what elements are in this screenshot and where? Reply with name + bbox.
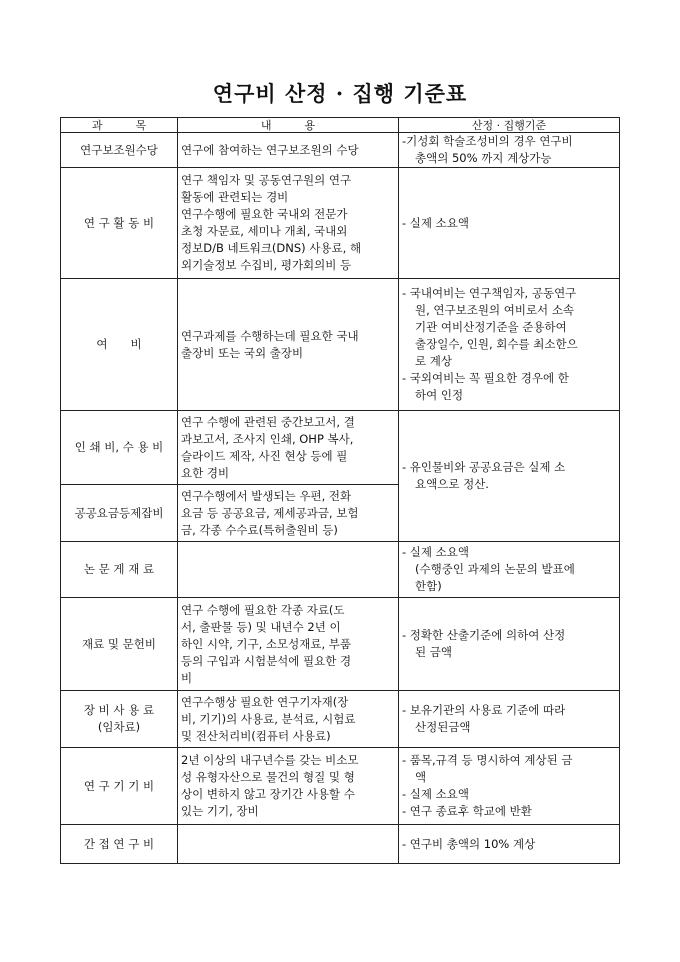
criteria-cell [399,598,620,691]
criteria-line: 기관 여비산정기준을 준용하여 [415,320,567,334]
content-cell [178,825,399,864]
criteria-line: - 보유기관의 사용료 기준에 따라 [402,703,566,717]
header-content: 내 용 [178,118,399,133]
criteria-line: 한함) [415,579,442,593]
content-cell [178,411,399,485]
content-line: 슬라이드 제작, 사진 현상 등에 필 [181,448,348,463]
content-line: 상이 변하지 않고 장기간 사용할 수 [181,787,355,801]
header-category: 과 목 [61,118,178,133]
content-line: 연구 책임자 및 공동연구원의 연구 [181,173,352,187]
content-line: 출장비 또는 국외 출장비 [181,345,304,360]
content-line: 연구수행에서 발생되는 우편, 전화 [181,488,352,503]
criteria-line: 로 계상 [415,354,452,368]
content-line: 금, 각종 수수료(특허출원비 등) [181,522,338,537]
criteria-cell [399,542,620,598]
criteria-line: 출장일수, 인원, 회수를 최소한으 [415,337,578,351]
content-line: 비, 기기)의 사용료, 분석료, 시험료 [181,711,356,726]
content-cell [178,133,399,168]
table-row [61,825,620,864]
category-cell: 공공요금등제잡비 [61,485,178,542]
content-line: 서, 출판물 등) 및 내년수 2년 이 [181,619,341,634]
category-cell: 장 비 사 용 료(임차료) [61,691,178,748]
table-row [61,168,620,279]
content-line: 초청 자문료, 세미나 개최, 국내외 [181,224,348,238]
criteria-line: (수행중인 과제의 논문의 발표에 [415,562,575,576]
content-line: 성 유형자산으로 물건의 형질 및 형 [181,770,355,784]
table-row [61,598,620,691]
content-cell [178,542,399,598]
content-cell [178,485,399,542]
content-line: 및 전산처리비(컴퓨터 사용료) [181,728,331,743]
content-line: 연구에 참여하는 연구보조원의 수당 [181,142,359,157]
category-cell: 논 문 게 재 료 [61,542,178,598]
content-line: 연구 수행에 관련된 중간보고서, 결 [181,414,355,429]
criteria-line: 요액으로 정산. [415,477,489,491]
content-line: 활동에 관련되는 경비 [181,190,289,204]
criteria-line: - 유인물비와 공공요금은 실제 소 [402,460,566,474]
table-row [61,279,620,411]
criteria-line: 원, 연구보조원의 여비로서 소속 [415,303,575,317]
criteria-line: - 연구 종료후 학교에 반환 [402,804,532,818]
criteria-line: 된 금액 [415,645,452,659]
content-cell [178,748,399,825]
criteria-line: - 정확한 산출기준에 의하여 산정 [402,628,566,642]
content-line: 외기술정보 수집비, 평가회의비 등 [181,258,352,272]
content-cell [178,168,399,279]
content-line: 정보D/B 네트워크(DNS) 사용료, 해 [181,241,362,255]
page-title: 연구비 산정 · 집행 기준표 [212,81,468,106]
header-criteria: 산정 · 집행기준 [399,118,620,133]
table-row [61,411,620,485]
content-line: 2년 이상의 내구년수를 갖는 비소모 [181,753,359,767]
table-row [61,748,620,825]
category-cell: 간 접 연 구 비 [61,825,178,864]
criteria-line: 총액의 50% 까지 계상가능 [415,151,552,165]
criteria-cell [399,168,620,279]
criteria-line: 액 [415,770,427,784]
criteria-line: - 연구비 총액의 10% 계상 [402,836,536,851]
criteria-line: - 품목,규격 등 명시하여 계상된 금 [402,753,573,767]
budget-criteria-table [60,117,620,864]
criteria-line: - 실제 소요액 [402,787,470,801]
content-line: 과보고서, 조사지 인쇄, OHP 복사, [181,431,354,446]
table-row [61,133,620,168]
table-header-row [61,118,620,133]
content-line: 연구수행상 필요한 연구기자재(장 [181,694,349,709]
table-row [61,542,620,598]
category-cell: 인 쇄 비, 수 용 비 [61,411,178,485]
criteria-cell [399,133,620,168]
content-cell [178,279,399,411]
criteria-line: - 국내여비는 연구책임자, 공동연구 [402,286,577,300]
content-line: 연구 수행에 필요한 각종 자료(도 [181,602,345,617]
criteria-line: 산정된금액 [415,720,471,734]
category-cell: 연구보조원수당 [61,133,178,168]
content-cell [178,598,399,691]
criteria-line: - 국외여비는 꼭 필요한 경우에 한 [402,371,569,385]
criteria-cell [399,411,620,542]
criteria-cell [399,279,620,411]
category-cell: 연 구 활 동 비 [61,168,178,279]
criteria-line: - 실제 소요액 [402,215,470,230]
criteria-cell [399,748,620,825]
content-line: 있는 기기, 장비 [181,804,259,818]
content-line: 하인 시약, 기구, 소모성재료, 부품 [181,636,352,651]
table-row [61,691,620,748]
criteria-cell [399,691,620,748]
criteria-line: -기성회 학술조성비의 경우 연구비 [402,134,573,148]
criteria-line: - 실제 소요액 [402,545,470,559]
category-cell: 재료 및 문헌비 [61,598,178,691]
content-line: 연구수행에 필요한 국내외 전문가 [181,207,348,221]
content-line: 비 [181,670,193,685]
content-line: 요한 경비 [181,465,230,480]
content-line: 연구과제를 수행하는데 필요한 국내 [181,328,359,343]
criteria-cell [399,825,620,864]
category-cell: 여 비 [61,279,178,411]
criteria-line: 하여 인정 [415,388,464,402]
content-cell [178,691,399,748]
content-line: 요금 등 공공요금, 제세공과금, 보험 [181,505,359,520]
content-line: 등의 구입과 시험분석에 필요한 경 [181,653,352,668]
category-cell: 연 구 기 기 비 [61,748,178,825]
